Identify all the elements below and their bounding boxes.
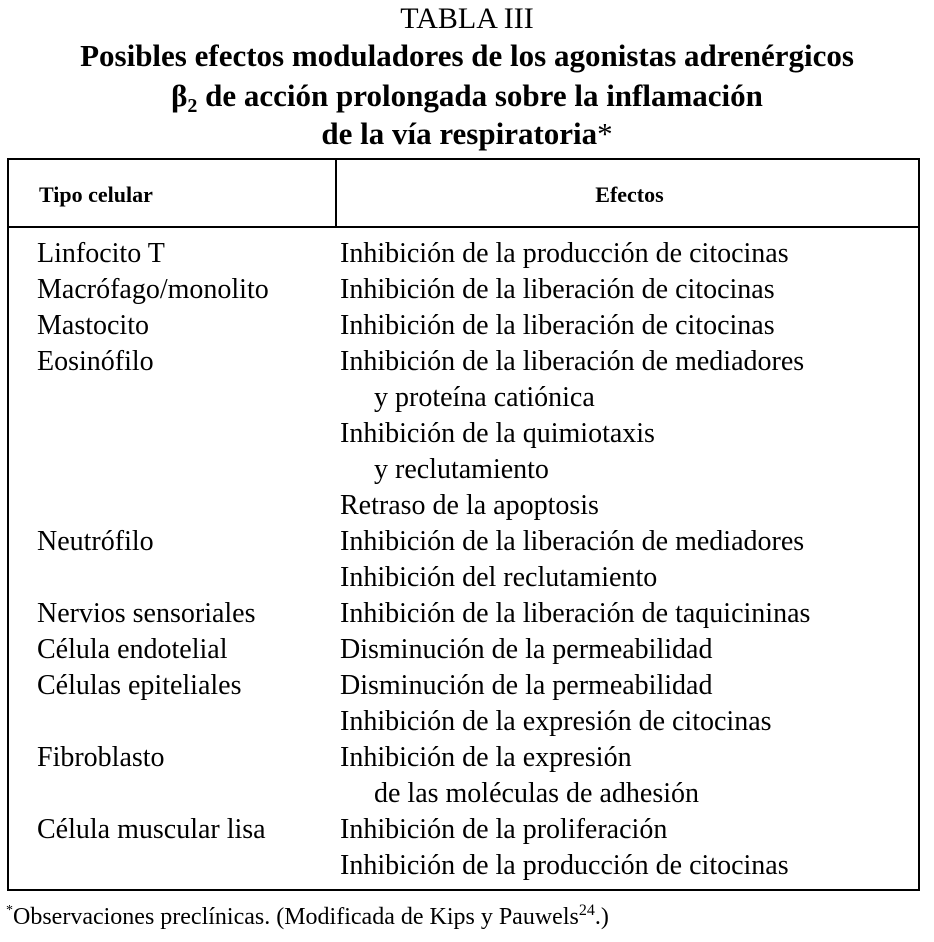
cell-type: Célula muscular lisa (37, 814, 266, 845)
table-title-line-2-text: de acción prolongada sobre la inflamación (197, 78, 763, 113)
cell-type: Mastocito (37, 310, 149, 341)
header-rule (9, 226, 918, 228)
effect-line: Inhibición de la liberación de taquicininas (340, 598, 811, 629)
footnote-text: Observaciones preclínicas. (Modificada de Kips y Pauwels (13, 904, 579, 930)
effect-line: y reclutamiento (374, 454, 549, 485)
effects-cell (340, 524, 804, 596)
effects-cell (340, 308, 775, 344)
cell-type: Nervios sensoriales (37, 598, 256, 629)
effects-cell (340, 272, 775, 308)
effect-line: Disminución de la permeabilidad (340, 670, 713, 701)
effect-line: Inhibición de la liberación de mediadores (340, 346, 805, 377)
effects-cell (340, 812, 789, 884)
cell-type: Células epiteliales (37, 670, 242, 701)
table-label: TABLA III (400, 2, 534, 35)
table-title-line-3 (0, 118, 934, 149)
cell-type: Neutrófilo (37, 526, 154, 557)
effect-line: Inhibición de la expresión de citocinas (340, 706, 772, 737)
effect-line: Retraso de la apoptosis (340, 490, 599, 521)
effect-line: Inhibición de la quimiotaxis (340, 418, 655, 449)
effects-cell (340, 632, 712, 668)
effects-cell (340, 740, 699, 812)
cell-type: Célula endotelial (37, 634, 228, 665)
cell-type: Linfocito T (37, 238, 165, 269)
cell-type: Fibroblasto (37, 742, 165, 773)
cell-type: Macrófago/monolito (37, 274, 269, 305)
effect-line: Inhibición de la liberación de citocinas (340, 274, 775, 305)
effects-cell (340, 668, 772, 740)
effect-line: Inhibición de la liberación de mediadores (340, 526, 805, 557)
effect-line: Disminución de la permeabilidad (340, 634, 713, 665)
effects-cell (340, 236, 789, 272)
footnote (6, 903, 609, 932)
effect-line: Inhibición del reclutamiento (340, 562, 658, 593)
effect-line: Inhibición de la expresión (340, 742, 632, 773)
cell-type: Eosinófilo (37, 346, 154, 377)
effects-cell (340, 344, 804, 524)
table-title-line-3-text: de la vía respiratoria (321, 116, 598, 151)
footnote-marker: * (6, 903, 13, 918)
effects-cell (340, 596, 810, 632)
footnote-end: .) (594, 904, 609, 930)
effects-table (7, 158, 920, 891)
header-effects: Efectos (595, 182, 664, 207)
table-title-line-2 (0, 78, 934, 117)
effect-line: Inhibición de la liberación de citocinas (340, 310, 775, 341)
effect-line: Inhibición de la producción de citocinas (340, 238, 789, 269)
footnote-reference: 24 (578, 902, 595, 919)
effect-line: Inhibición de la proliferación (340, 814, 668, 845)
table-title-line-1: Posibles efectos moduladores de los agonistas adrenérgicos (80, 38, 854, 73)
title-footnote-marker: * (597, 116, 613, 151)
beta-symbol: β (171, 78, 188, 113)
beta-subscript: 2 (187, 95, 198, 117)
effect-line: y proteína catiónica (374, 382, 595, 413)
header-cell-type: Tipo celular (39, 182, 153, 207)
effect-line: Inhibición de la producción de citocinas (340, 850, 789, 881)
effect-line: de las moléculas de adhesión (374, 778, 700, 809)
